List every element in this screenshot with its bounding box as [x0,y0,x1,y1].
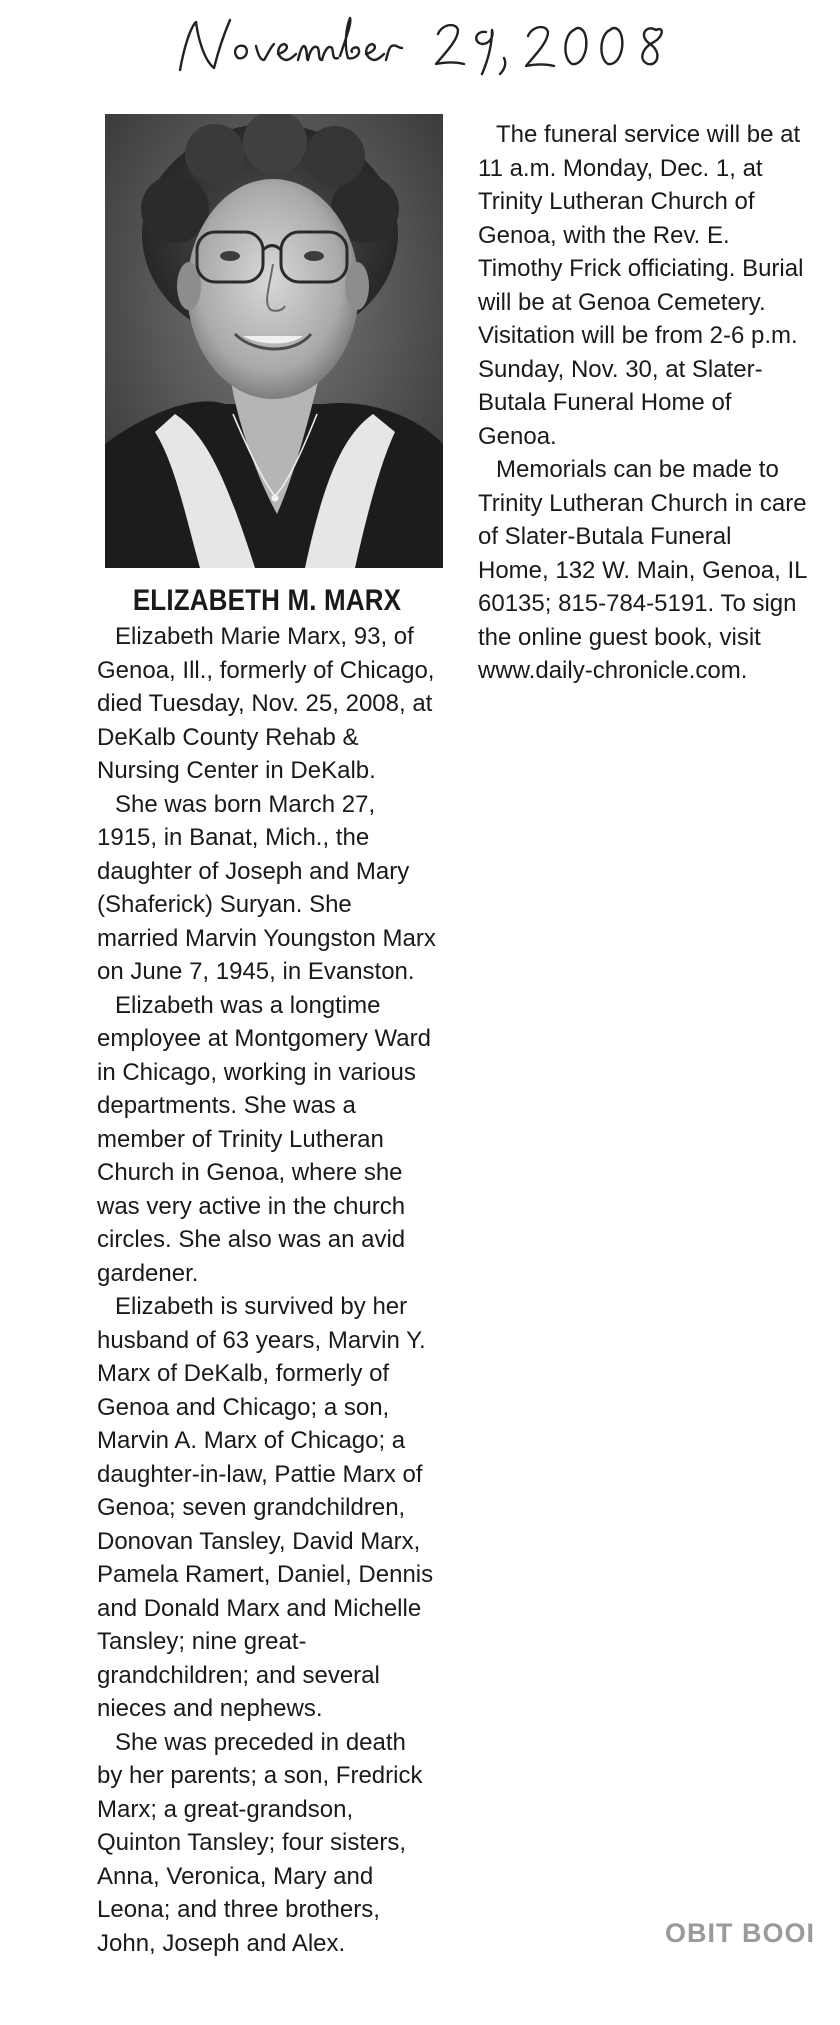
obit-book-stamp: OBIT BOOI [665,1918,815,1948]
obituary-paragraph: She was born March 27, 1915, in Banat, Mich., the daughter of Joseph and Mary (Shaferick) Suryan. She married Marvin Youngston Marx on June 7, 1945, in Evanston. [97,790,436,985]
obituary-paragraph: Elizabeth Marie Marx, 93, of Genoa, Ill., formerly of Chicago, died Tuesday, Nov. 25, 2008, at DeKalb County Rehab & Nursing Center in DeKalb. [97,623,435,784]
obituary-left-column [97,584,437,1960]
funeral-service-paragraph: The funeral service will be at 11 a.m. Monday, Dec. 1, at Trinity Lutheran Church of Genoa, with the Rev. E. Timothy Frick officiating. Burial will be at Genoa Cemetery. Visitation will be from 2-6 p.m. Sunday, Nov. 30, at Slater-Butala Funeral Home of Genoa. [478,121,804,450]
obituary-paragraph: Elizabeth is survived by her husband of 63 years, Marvin Y. Marx of DeKalb, formerly of Genoa and Chicago; a son, Marvin A. Marx of Chicago; a daughter-in-law, Pattie Marx of Genoa; seven grandchildren, Donovan Tansley, David Marx, Pamela Ramert, Daniel, Dennis and Donald Marx and Michelle Tansley; nine great-grandchildren; and several nieces and nephews. [97,1293,434,1722]
obituary-paragraph: Elizabeth was a longtime employee at Montgomery Ward in Chicago, working in various departments. She was a member of Trinity Lutheran Church in Genoa, where she was very active in the church circles. She also was an avid gardener. [97,991,431,1287]
handwritten-date [170,8,690,98]
obituary-headline: ELIZABETH M. MARX [132,584,402,617]
obituary-paragraph: She was preceded in death by her parents; a son, Fredrick Marx; a great-grandson, Quinton Tansley; four sisters, Anna, Veronica, Mary and Leona; and three brothers, John, Joseph and Alex. [97,1728,423,1957]
obituary-right-column [478,118,808,688]
memorials-paragraph: Memorials can be made to Trinity Lutheran Church in care of Slater-Butala Funeral Home, 132 W. Main, Genoa, IL 60135; 815-784-5191. To sign the online guest book, visit www.daily-chronicle.com. [478,456,807,684]
portrait-photo [105,114,443,568]
